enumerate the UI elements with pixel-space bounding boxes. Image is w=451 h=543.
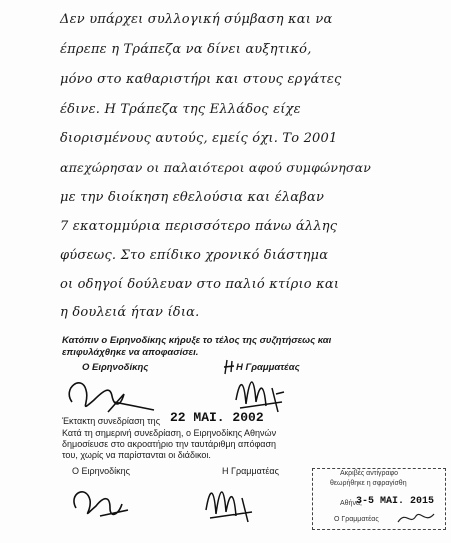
handwritten-line-3: μόνο στο καθαριστήρι και στους εργάτες bbox=[60, 72, 342, 87]
handwritten-line-11: η δουλειά ήταν ίδια. bbox=[60, 305, 200, 320]
session-line-3: δημοσίευσε στο ακροατήριο την ταυτάριθμη απόφαση bbox=[62, 439, 277, 449]
handwritten-line-1: Δεν υπάρχει συλλογική σύμβαση και να bbox=[60, 12, 333, 27]
stamp-line-3: Αθήνα, bbox=[340, 500, 362, 507]
closing-line-2: επιφυλάχθηκε να αποφασίσει. bbox=[62, 347, 199, 358]
session-judge-label: Ο Ειρηνοδίκης bbox=[72, 466, 130, 476]
judge-signature-2 bbox=[70, 480, 140, 525]
handwritten-line-4: έδινε. Η Τράπεζα της Ελλάδος είχε bbox=[60, 102, 301, 117]
secretary-signature-2 bbox=[200, 476, 260, 526]
stamp-line-1: Ακριβές αντίγραφο bbox=[340, 470, 398, 477]
handwritten-line-6: απεχώρησαν οι παλαιότεροι αφού συμφώνησαν bbox=[60, 160, 372, 175]
stamp-signature bbox=[396, 508, 436, 528]
handwritten-line-9: φύσεως. Στο επίδικο χρονικό διάστημα bbox=[60, 248, 329, 263]
handwritten-line-7: με την διοίκηση εθελούσια και έλαβαν bbox=[60, 190, 325, 205]
closing-judge-label: Ο Ειρηνοδίκης bbox=[82, 362, 149, 373]
stamp-date: 3-5 MAI. 2015 bbox=[356, 496, 435, 507]
stamp-line-2: θεωρήθηκε η σφραγίσθη bbox=[330, 480, 407, 487]
session-line-2: Κατά τη σημερινή συνεδρίαση, ο Ειρηνοδίκης Αθηνών bbox=[62, 428, 277, 438]
judge-signature-1 bbox=[64, 372, 164, 417]
session-date-stamp: 22 ΜΑΙ. 2002 bbox=[170, 410, 264, 425]
session-line-4: του, χωρίς να παρίστανται οι διάδικοι. bbox=[62, 450, 211, 460]
extra-session-label: Έκτακτη συνεδρίαση της bbox=[62, 416, 161, 426]
closing-line-1: Κατόπιν ο Ειρηνοδίκης κήρυξε το τέλος της συζητήσεως και bbox=[62, 335, 332, 346]
closing-secretary-label: Η Γραμματέας bbox=[236, 362, 300, 373]
handwritten-line-8: 7 εκατομμύρια περισσότερο πάνω άλλης bbox=[60, 219, 338, 234]
secretary-initial-mark bbox=[222, 358, 236, 376]
handwritten-line-5: διορισμένους αυτούς, εμείς όχι. Το 2001 bbox=[60, 131, 338, 146]
handwritten-line-10: οι οδηγοί δούλευαν στο παλιό κτίριο και bbox=[60, 277, 340, 292]
session-secretary-label: Η Γραμματέας bbox=[222, 466, 279, 476]
handwritten-line-2: έπρεπε η Τράπεζα να δίνει αυξητικό, bbox=[60, 42, 312, 57]
stamp-line-4: Ο Γραμματέας bbox=[334, 516, 379, 523]
